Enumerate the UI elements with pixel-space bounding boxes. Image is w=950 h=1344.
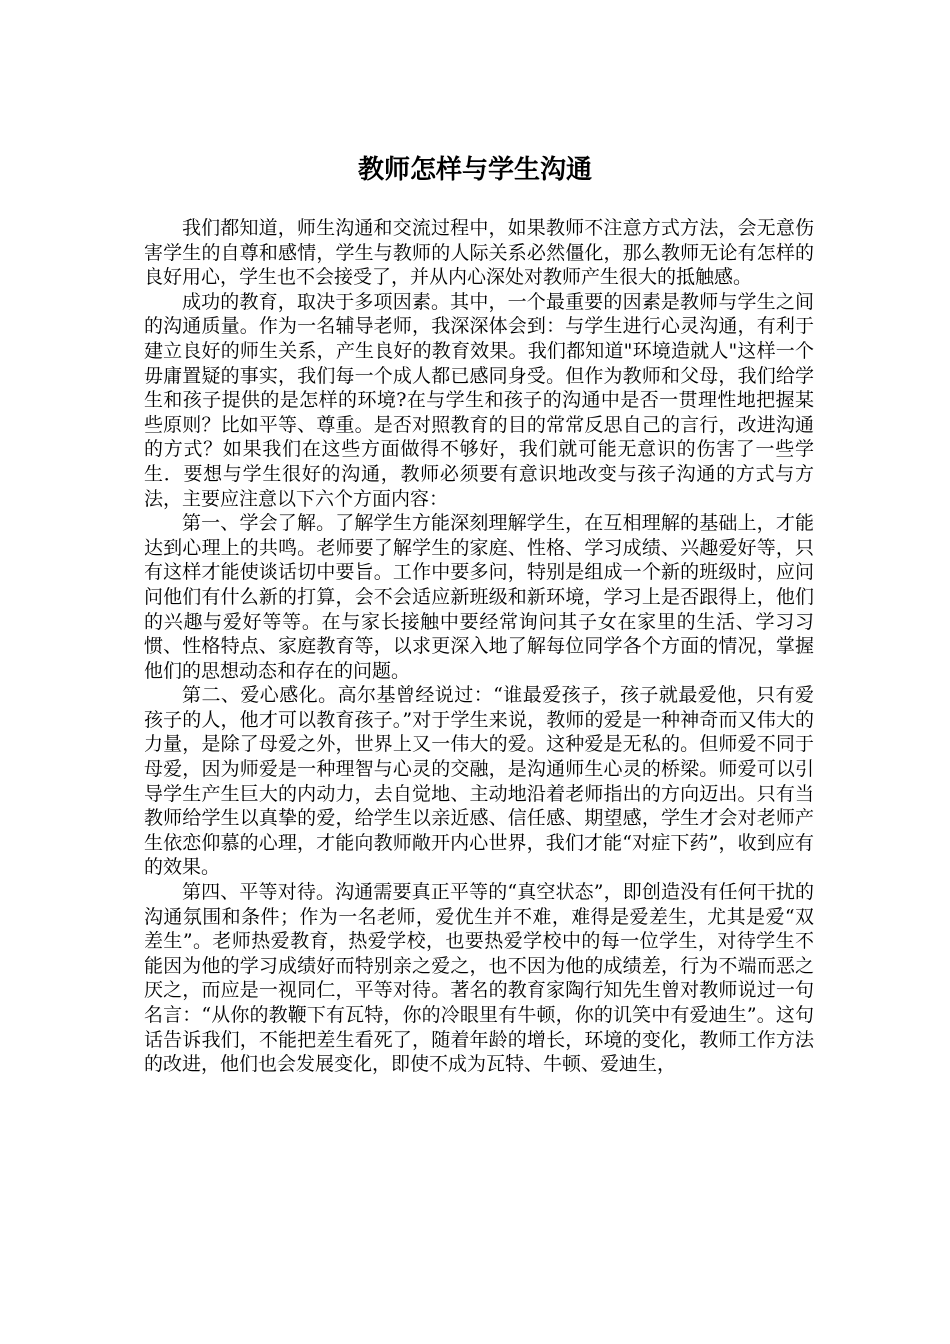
paragraph-learn-to-understand: 第一、学会了解。了解学生方能深刻理解学生，在互相理解的基础上，才能达到心理上的共鸣。老师要了解学生的家庭、性格、学习成绩、兴趣爱好等，只有这样才能使谈话切中要旨。工作中要多问，特别是组成一个新的班级时，应问问他们有什么新的打算，会不会适应新班级和新环境，学习上是否跟得上，他们的兴趣与爱好等等。在与家长接触中要经常询问其子女在家里的生活、学习习惯、性格特点、家庭教育等，以求更深入地了解每位同学各个方面的情况，掌握他们的思想动态和存在的问题。 — [144, 512, 814, 682]
paragraph-love-influence: 第二、爱心感化。高尔基曾经说过：“谁最爱孩子，孩子就最爱他，只有爱孩子的人，他才可以教育孩子。”对于学生来说，教师的爱是一种神奇而又伟大的力量，是除了母爱之外，世界上又一伟大的爱。这种爱是无私的。但师爱不同于母爱，因为师爱是一种理智与心灵的交融，是沟通师生心灵的桥梁。师爱可以引导学生产生巨大的内动力，去自觉地、主动地沿着老师指出的方向迈出。只有当教师给学生以真挚的爱，给学生以亲近感、信任感、期望感，学生才会对老师产生依恋仰慕的心理，才能向教师敞开内心世界，我们才能“对症下药”，收到应有的效果。 — [144, 684, 814, 879]
document-title: 教师怎样与学生沟通 — [357, 155, 592, 185]
paragraph-communication-quality: 成功的教育，取决于多项因素。其中，一个最重要的因素是教师与学生之间的沟通质量。作为一名辅导老师，我深深体会到：与学生进行心灵沟通，有利于建立良好的师生关系，产生良好的教育效果。我们都知道"环境造就人"这样一个毋庸置疑的事实，我们每一个成人都已感同身受。但作为教师和父母，我们给学生和孩子提供的是怎样的环境?在与学生和孩子的沟通中是否一贯理性地把握某些原则？比如平等、尊重。是否对照教育的目的常常反思自己的言行，改进沟通的方式？如果我们在这些方面做得不够好，我们就可能无意识的伤害了一些学生．要想与学生很好的沟通，教师必须要有意识地改变与孩子沟通的方式与方法，主要应注意以下六个方面内容： — [144, 290, 814, 510]
document-body — [144, 216, 814, 1077]
paragraph-equal-treatment: 第四、平等对待。沟通需要真正平等的“真空状态”，即创造没有任何干扰的沟通氛围和条件；作为一名老师，爱优生并不难，难得是爱差生，尤其是爱“双差生”。老师热爱教育，热爱学校，也要热爱学校中的每一位学生，对待学生不能因为他的学习成绩好而特别亲之爱之，也不因为他的成绩差，行为不端而恶之厌之，而应是一视同仁，平等对待。著名的教育家陶行知先生曾对教师说过一句名言：“从你的教鞭下有瓦特，你的冷眼里有牛顿，你的讥笑中有爱迪生”。这句话告诉我们，不能把差生看死了，随着年龄的增长，环境的变化，教师工作方法的改进，他们也会发展变化，即使不成为瓦特、牛顿、爱迪生， — [144, 881, 814, 1076]
paragraph-intro: 我们都知道，师生沟通和交流过程中，如果教师不注意方式方法，会无意伤害学生的自尊和感情，学生与教师的人际关系必然僵化，那么教师无论有怎样的良好用心，学生也不会接受了，并从内心深处对教师产生很大的抵触感。 — [144, 217, 814, 289]
